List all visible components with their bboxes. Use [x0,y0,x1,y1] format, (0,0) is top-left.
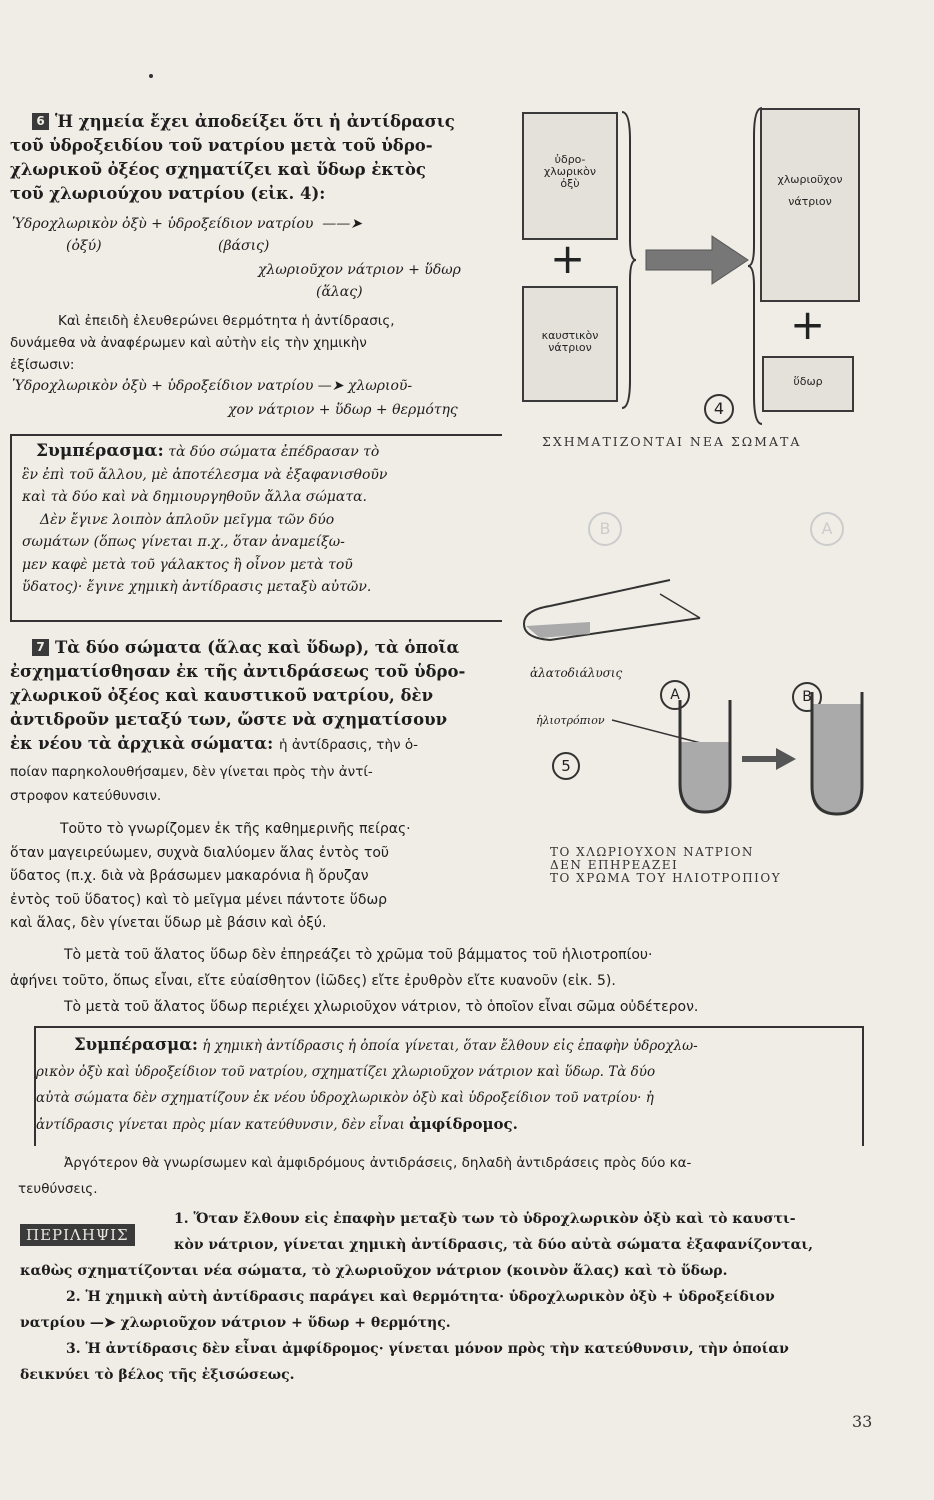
heat-line: ἐξίσωσιν: [10,357,75,373]
section7-paragraph3 [10,942,910,1020]
equation1-line1: Ὑδροχλωρικὸν ὀξὺ + ὑδροξείδιον νατρίου ——➤ [12,216,362,232]
paragraph2-line: ὕδατος (π.χ. διὰ νὰ βράσωμεν μακαρόνια ἢ ὄρυζαν [10,868,369,884]
later-line: τευθύνσεις. [18,1181,98,1197]
faded-tube-a-label: A [810,512,844,546]
later-paragraph [18,1150,908,1202]
acid-label-line: ὀξὺ [560,177,580,190]
figure5-caption-line: ΤΟ ΧΛΩΡΙΟΥΧΟΝ ΝΑΤΡΙΟΝ [550,845,754,859]
conclusion1-line: ὕδατος)· ἔγινε χημικὴ ἀντίδρασις μεταξὺ αὐτῶν. [22,579,372,595]
section7-marker: 7 [32,639,49,656]
page-number: 33 [852,1412,873,1431]
conclusion2-label: Συμπέρασμα: [74,1035,198,1054]
conclusion1-text [22,440,498,599]
acid-label-line: ὑδρο- [554,153,586,166]
section6-marker: 6 [32,113,49,130]
summary-line: κὸν νάτριον, γίνεται χημικὴ ἀντίδρασις, τὰ δύο αὐτὰ σώματα ἐξαφανίζονται, [174,1237,814,1253]
conclusion1-line: Δὲν ἔγινε λοιπὸν ἁπλοῦν μεῖγμα τῶν δύο [40,511,335,528]
figure5-caption-line: ΤΟ ΧΡΩΜΑ ΤΟΥ ΗΛΙΟΤΡΟΠΙΟΥ [550,871,782,885]
stray-dot [149,74,153,78]
section6-heading-line: 6 Ἡ χημεία ἔχει ἀποδείξει ὅτι ἡ ἀντίδρασις [10,110,500,134]
equation1-acid-note: (ὀξύ) [66,238,102,254]
figure5-caption [550,846,781,885]
heat-line: δυνάμεθα νὰ ἀναφέρωμεν καὶ αὐτὴν εἰς τὴν χημικὴν [10,335,367,351]
section7-normal-text [10,760,504,808]
section7-heading-line: ἐκ νέου τὰ ἀρχικὰ σώματα: ἡ ἀντίδρασις, τὴν ὁ- [10,734,418,753]
conclusion2-line: ἀντίδρασις γίνεται πρὸς μίαν κατεύθυνσιν, δὲν εἶναι ἀμφίδρομος. [36,1115,518,1133]
figure4-caption: ΣΧΗΜΑΤΙΖΟΝΤΑΙ ΝΕΑ ΣΩΜΑΤΑ [542,434,802,449]
salt-label-line: χλωριοῦχον [777,173,843,186]
acid-box [522,112,618,240]
heat-paragraph [10,310,500,376]
heat-line: Καὶ ἐπειδὴ ἐλευθερώνει θερμότητα ἡ ἀντίδρασις, [58,313,395,329]
salt-label-line: νάτριον [788,195,832,208]
water-box [762,356,854,412]
conclusion1-line: μεν καφὲ μετὰ τοῦ γάλακτος ἢ οἶνον μετὰ τοῦ [22,556,353,573]
summary-label: ΠΕΡΙΛΗΨΙΣ [20,1224,135,1246]
paragraph3-line: Τὸ μετὰ τοῦ ἅλατος ὕδωρ δὲν ἐπηρεάζει τὸ χρῶμα τοῦ βάμματος τοῦ ἡλιοτροπίου· [64,947,653,963]
section7-normal-line: στροφον κατεύθυνσιν. [10,788,162,804]
later-line: Ἀργότερον θὰ γνωρίσωμεν καὶ ἀμφιδρόμους ἀντιδράσεις, δηλαδὴ ἀντιδράσεις πρὸς δύο κα- [64,1155,692,1171]
section6-heading-line: χλωρικοῦ ὀξέος σχηματίζει καὶ ὕδωρ ἐκτὸς [10,160,426,179]
salt-label [762,174,858,208]
big-arrow-icon [642,230,752,290]
section7-heading-line: χλωρικοῦ ὀξέος καὶ καυστικοῦ νατρίου, δὲν [10,686,434,705]
summary-line: νατρίου —➤ χλωριοῦχον νάτριον + ὕδωρ + θερμότης. [20,1315,451,1331]
salt-box [760,108,860,302]
pipette [510,570,710,660]
section6-heading-line: τοῦ ὑδροξειδίου τοῦ νατρίου μετὰ τοῦ ὑδρο- [10,136,433,155]
acid-label-line: χλωρικὸν [543,165,597,178]
base-label-line: νάτριον [548,341,592,354]
section6-heading [10,110,500,206]
summary-line: 2. Ἡ χημικὴ αὐτὴ ἀντίδρασις παράγει καὶ θερμότητα· ὑδροχλωρικὸν ὀξὺ + ὑδροξείδιον [66,1289,775,1305]
conclusion2-text [36,1032,856,1138]
conclusion1-line: ἓν ἐπὶ τοῦ ἄλλου, μὲ ἀποτέλεσμα νὰ ἐξαφανισθοῦν [22,466,388,483]
section7-paragraph2 [10,818,504,936]
paragraph2-line: Τοῦτο τὸ γνωρίζομεν ἐκ τῆς καθημερινῆς πείρας· [60,821,411,837]
plus-sign: + [790,300,826,349]
acid-label [524,154,616,190]
equation1-salt-note: (ἅλας) [316,284,363,300]
litmus-label: ἡλιοτρόπιον [536,714,605,727]
section7-heading-line: ἐσχηματίσθησαν ἐκ τῆς ἀντιδράσεως τοῦ ὑδρο- [10,662,466,681]
section7-heading-line: 7 Τὰ δύο σώματα (ἅλας καὶ ὕδωρ), τὰ ὁποῖα [10,636,504,660]
right-arrow-icon: ——➤ [317,216,362,232]
equation1-line2: χλωριοῦχον νάτριον + ὕδωρ [258,262,461,278]
conclusion1-line: Συμπέρασμα: τὰ δύο σώματα ἐπέδρασαν τὸ [22,440,498,464]
conclusion1-line: σωμάτων (ὅπως γίνεται π.χ., ὅταν ἀναμείξω- [22,534,345,550]
figure5-caption-line: ΔΕΝ ΕΠΗΡΕΑΖΕΙ [550,858,679,872]
tube-b-label: B [792,682,822,712]
left-brace [618,110,638,410]
paragraph2-line: καὶ ἅλας, δὲν γίνεται ὕδωρ μὲ βάσιν καὶ ὀξύ. [10,915,327,931]
paragraph3-line: Τὸ μετὰ τοῦ ἅλατος ὕδωρ περιέχει χλωριοῦχον νάτριον, τὸ ὁποῖον εἶναι σῶμα οὐδέτερον. [64,999,699,1015]
base-label [524,330,616,354]
water-label: ὕδωρ [793,375,823,388]
faded-tube-b-label: B [588,512,622,546]
figure4 [510,100,930,460]
conclusion1-label: Συμπέρασμα: [36,441,164,461]
solution-label: ἁλατοδιάλυσις [530,666,623,680]
base-label-line: καυστικὸν [541,329,599,342]
figure-number-5: 5 [552,752,580,780]
paragraph2-line: ὅταν μαγειρεύωμεν, συχνὰ διαλύομεν ἅλας ἐντὸς τοῦ [10,844,390,861]
right-arrow-icon: —➤ [317,378,348,394]
figure5 [510,480,930,900]
right-arrow-icon [740,744,800,774]
equation2-line1: Ὑδροχλωρικὸν ὀξὺ + ὑδροξείδιον νατρίου —➤ χλωριοῦ- [12,378,413,394]
paragraph2-line: ἐντὸς τοῦ ὕδατος) καὶ τὸ μεῖγμα μένει πάντοτε ὕδωρ [10,891,388,908]
base-box [522,286,618,402]
summary-text [20,1206,910,1388]
conclusion2-line: Συμπέρασμα: ἡ χημικὴ ἀντίδρασις ἡ ὁποία γίνεται, ὅταν ἔλθουν εἰς ἐπαφὴν ὑδροχλω- [36,1032,856,1059]
tube-a-label: A [660,680,690,710]
equation1-base-note: (βάσις) [218,238,270,254]
section7-normal-line: ποίαν παρηκολουθήσαμεν, δὲν γίνεται πρὸς τὴν ἀντί- [10,764,373,780]
test-tube-b [802,690,872,820]
section6-heading-line: τοῦ χλωριούχου νατρίου (εἰκ. 4): [10,184,326,203]
summary-line: 1. Ὅταν ἔλθουν εἰς ἐπαφὴν μεταξὺ των τὸ ὑδροχλωρικὸν ὀξὺ καὶ τὸ καυστι- [174,1211,796,1227]
conclusion2-line: ρικὸν ὀξὺ καὶ ὑδροξείδιον τοῦ νατρίου, σχηματίζει χλωριοῦχον νάτριον καὶ ὕδωρ. Τὰ δύο [36,1064,656,1080]
conclusion1-line: καὶ τὰ δύο καὶ νὰ δημιουργηθοῦν ἄλλα σώματα. [22,489,367,505]
paragraph3-line: ἀφήνει τοῦτο, ὅπως εἶναι, εἴτε εὐαίσθητον (ἰῶδες) εἴτε ἐρυθρὸν εἴτε κυανοῦν (εἰκ. 5). [10,973,616,989]
right-arrow-icon: —➤ [89,1315,116,1331]
summary-line: δεικνύει τὸ βέλος τῆς ἐξισώσεως. [20,1367,295,1383]
plus-sign: + [550,234,586,283]
summary-line: 3. Ἡ ἀντίδρασις δὲν εἶναι ἀμφίδρομος· γίνεται μόνον πρὸς τὴν κατεύθυνσιν, τὴν ὁποίαν [66,1341,789,1357]
conclusion2-line: αὐτὰ σώματα δὲν σχηματίζουν ἐκ νέου ὑδροχλωρικὸν ὀξὺ καὶ ὑδροξείδιον τοῦ νατρίου· ἡ [36,1090,654,1106]
figure-number-4: 4 [704,394,734,424]
equation2-line2: χον νάτριον + ὕδωρ + θερμότης [228,402,458,418]
summary-line: καθὼς σχηματίζονται νέα σώματα, τὸ χλωριοῦχον νάτριον (κοινὸν ἅλας) καὶ τὸ ὕδωρ. [20,1263,728,1279]
section7-heading [10,636,504,757]
test-tube-a [670,698,740,818]
section7-heading-line: ἀντιδροῦν μεταξύ των, ὥστε νὰ σχηματίσουν [10,710,448,729]
